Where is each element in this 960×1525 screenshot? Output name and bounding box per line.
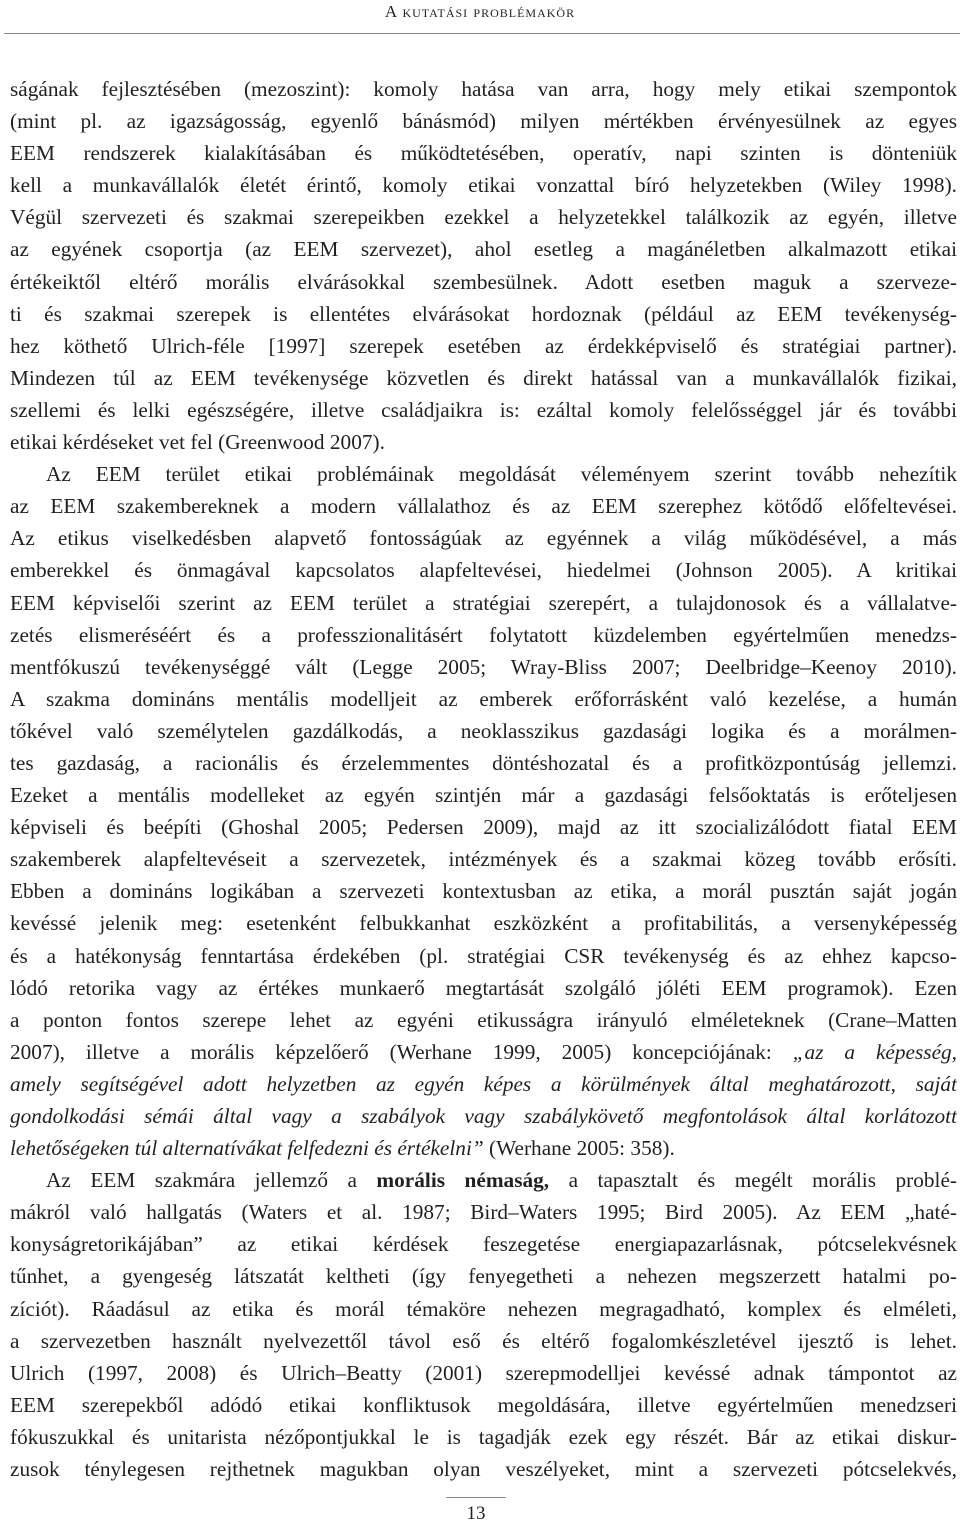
text-line: Mindezen túl az EEM tevékenysége közvetlen és direkt hatással van a munkavállalók fizikai,: [10, 365, 957, 390]
text-line: tes gazdaság, a racionális és érzelemmentes döntéshozatal és a profitközpontúság jellemzi.: [10, 750, 957, 775]
text-line: lódó retorika vagy az értékes munkaerő megtartását szolgáló jóléti EEM programok). Ezen: [10, 975, 957, 1000]
text-line: Ulrich (1997, 2008) és Ulrich–Beatty (2001) szerepmodelljei kevéssé adnak támpontot az: [10, 1360, 957, 1385]
text-line: mentfókuszú tevékenységgé vált (Legge 2005; Wray-Bliss 2007; Deelbridge–Keenoy 2010).: [10, 654, 957, 679]
text-line: Az EEM terület etikai problémáinak megoldását véleményem szerint tovább nehezítik: [46, 462, 957, 487]
body-text: [10, 73, 957, 1485]
text-line: Az etikus viselkedésben alapvető fontosságúak az egyénnek a világ működésével, a más: [10, 526, 957, 551]
text-line: és a hatékonyság fenntartása érdekében (pl. stratégiai CSR tevékenység és az ehhez kapcso-: [10, 943, 957, 968]
text-line: értékeiktől eltérő morális elvárásokkal szembesülnek. Adott esetben maguk a szerveze-: [10, 269, 957, 294]
text-line: Végül szervezeti és szakmai szerepeikben ezekkel a helyzetekkel találkozik az egyén, illetve: [10, 205, 957, 230]
text-line: kell a munkavállalók életét érintő, komoly etikai vonzattal bíró helyzetekben (Wiley 1998).: [10, 173, 957, 198]
text-line: EEM szerepekből adódó etikai konfliktusok megoldására, illetve egyértelműen menedzseri: [10, 1392, 957, 1417]
text-line: tűnhet, a gyengeség látszatát keltheti (így fenyegetheti a nehezen megszerzett hatalmi po-: [10, 1264, 957, 1289]
text-line: (mint pl. az igazságosság, egyenlő bánásmód) milyen mértékben érvényesülnek az egyes: [10, 109, 957, 134]
text-line: gondolkodási sémái által vagy a szabályok vagy szabálykövető megfontolások által korlátozott: [10, 1104, 957, 1128]
text-line: EEM képviselői szerint az EEM terület a stratégiai szerepért, a tulajdonosok és a vállalatve-: [10, 590, 957, 615]
text-line: hez köthető Ulrich-féle [1997] szerepek esetében az érdekképviselő és stratégiai partner).: [10, 333, 957, 358]
text-line: Az EEM szakmára jellemző a morális némaság, a tapasztalt és megélt morális problé-: [46, 1168, 957, 1193]
footer-divider: [446, 1497, 506, 1498]
text-line: tőkével való személytelen gazdálkodás, a neoklasszikus gazdasági logika és a morálmen-: [10, 718, 957, 743]
text-line: konyságretorikájában” az etikai kérdések feszegetése energiapazarlásnak, pótcselekvésnek: [10, 1232, 957, 1257]
text-line: zetés elismeréséért és a professzionalitásért folytatott küzdelemben egyértelműen menedzs-: [10, 622, 957, 647]
text-line: a ponton fontos szerepe lehet az egyéni etikusságra irányuló elméleteknek (Crane–Matten: [10, 1007, 957, 1032]
running-title: A kutatási problémakör: [384, 2, 576, 21]
text-line: 2007), illetve a morális képzelőerő (Werhane 1999, 2005) koncepciójának: „az a képesség,: [10, 1039, 957, 1064]
text-line: szellemi és lelki egészségére, illetve családjaikra is: ezáltal komoly felelősséggel jár és további: [10, 397, 957, 422]
text-line: ti és szakmai szerepek is ellentétes elvárásokat hordoznak (például az EEM tevékenység-: [10, 301, 957, 326]
text-line: amely segítségével adott helyzetben az egyén képes a körülmények által meghatározott, saját: [10, 1071, 957, 1096]
text-line: a szervezetben használt nyelvezettől távol eső és eltérő fogalomkészletével ijesztő is lehet.: [10, 1328, 957, 1353]
text-line: lehetőségeken túl alternatívákat felfedezni és értékelni” (Werhane 2005: 358).: [10, 1136, 675, 1161]
text-line: A szakma domináns mentális modelljeit az emberek erőforrásként való kezelése, a humán: [10, 686, 957, 711]
text-line: képviseli és beépíti (Ghoshal 2005; Pedersen 2009), majd az itt szocializálódott fiatal EEM: [10, 815, 957, 840]
page-header: [0, 0, 960, 36]
page-number: 13: [466, 1503, 486, 1524]
text-line: ságának fejlesztésében (mezoszint): komoly hatása van arra, hogy mely etikai szempontok: [10, 77, 957, 101]
text-line: emberekkel és önmagával kapcsolatos alapfeltevései, hiedelmei (Johnson 2005). A kritikai: [10, 558, 957, 583]
text-line: zíciót). Ráadásul az etika és morál témaköre nehezen megragadható, komplex és elméleti,: [10, 1296, 957, 1321]
text-line: etikai kérdéseket vet fel (Greenwood 2007).: [10, 430, 385, 455]
text-line: EEM rendszerek kialakításában és működtetésében, operatív, napi szinten is dönteniük: [10, 141, 957, 166]
text-line: kevéssé jelenik meg: esetenként felbukkanhat eszközként a profitabilitás, a versenyképesség: [10, 911, 957, 936]
text-line: mákról való hallgatás (Waters et al. 1987; Bird–Waters 1995; Bird 2005). Az EEM „haté-: [10, 1200, 957, 1225]
header-divider: [4, 33, 960, 34]
text-line: zusok ténylegesen rejthetnek magukban olyan veszélyeket, mint a szervezeti pótcselekvés,: [10, 1457, 957, 1482]
text-line: Ezeket a mentális modelleket az egyén szintjén már a gazdasági felsőoktatás is erőteljesen: [10, 783, 957, 808]
text-line: az egyének csoportja (az EEM szervezet), ahol esetleg a magánéletben alkalmazott etikai: [10, 237, 957, 262]
text-line: Ebben a domináns logikában a szervezeti kontextusban az etika, a morál pusztán saját jogán: [10, 879, 957, 904]
text-line: fókuszukkal és unitarista nézőpontjukkal le is tagadják ezek egy részét. Bár az etikai diskur-: [10, 1424, 957, 1449]
text-line: az EEM szakembereknek a modern vállalathoz és az EEM szerephez kötődő előfeltevései.: [10, 494, 957, 519]
text-line: szakemberek alapfeltevéseit a szervezetek, intézmények és a szakmai közeg tovább erősíti.: [10, 847, 957, 872]
